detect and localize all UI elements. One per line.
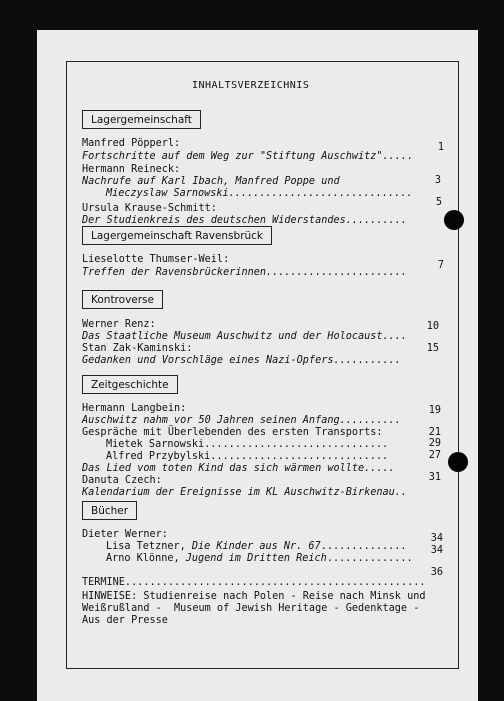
toc-entry xyxy=(106,553,413,565)
toc-entry: Mieczyslaw Sarnowski.............................. xyxy=(106,188,413,199)
toc-entry: Nachrufe auf Karl Ibach, Manfred Poppe und xyxy=(82,176,340,187)
author: Lieselotte Thumser-Weil: xyxy=(82,254,230,265)
toc-entry: Treffen der Ravensbrückerinnen....................... xyxy=(82,267,408,278)
toc-entry: Der Studienkreis des deutschen Widerstandes.......... xyxy=(82,215,408,226)
punch-hole-top xyxy=(444,210,464,230)
section-lagergemeinschaft: Lagergemeinschaft xyxy=(82,110,201,129)
author: Danuta Czech: xyxy=(82,475,162,486)
section-buecher: Bücher xyxy=(82,501,137,520)
toc-entry: Mietek Sarnowski.............................. xyxy=(106,439,389,450)
author: Dieter Werner: xyxy=(82,529,168,540)
section-zeitgeschichte: Zeitgeschichte xyxy=(82,375,178,394)
book-author: Lisa Tetzner, xyxy=(106,541,192,552)
book-title: Jugend im Dritten Reich xyxy=(185,553,327,564)
hinweise-line: Weißrußland - Museum of Jewish Heritage - Gedenktage - xyxy=(82,603,420,614)
page-number: 5 xyxy=(435,197,442,208)
toc-entry xyxy=(106,541,407,553)
toc-entry: Gedanken und Vorschläge eines Nazi-Opfers........... xyxy=(82,355,401,366)
page-number: 29 xyxy=(428,438,441,449)
book-author: Arno Klönne, xyxy=(106,553,186,564)
section-kontroverse: Kontroverse xyxy=(82,290,163,309)
hinweise-line: HINWEISE: Studienreise nach Polen - Reise nach Minsk und xyxy=(82,591,426,602)
page-number: 31 xyxy=(428,472,441,483)
page-number: 15 xyxy=(426,343,439,354)
toc-entry: Fortschritte auf dem Weg zur "Stiftung Auschwitz"..... xyxy=(82,151,414,162)
author: Hermann Reineck: xyxy=(82,164,181,175)
page-number: 3 xyxy=(434,175,441,186)
toc-entry: Das Lied vom toten Kind das sich wärmen wollte..... xyxy=(82,463,395,474)
page-title: INHALTSVERZEICHNIS xyxy=(192,80,310,91)
dot-leader: .............. xyxy=(320,541,407,552)
author: Werner Renz: xyxy=(82,319,156,330)
author: Ursula Krause-Schmitt: xyxy=(82,203,217,214)
hinweise-line: Aus der Presse xyxy=(82,615,168,626)
punch-hole-bottom xyxy=(448,452,468,472)
author: Stan Zak-Kaminski: xyxy=(82,343,193,354)
page-number: 21 xyxy=(428,427,441,438)
page-number: 36 xyxy=(430,567,443,578)
page-number: 34 xyxy=(430,533,443,544)
page-number: 7 xyxy=(437,260,444,271)
dot-leader: .............. xyxy=(326,553,413,564)
termine-entry: TERMINE................................................. xyxy=(82,577,426,588)
page-number: 1 xyxy=(437,142,444,153)
author: Manfred Pöpperl: xyxy=(82,138,181,149)
section-ravensbrueck: Lagergemeinschaft Ravensbrück xyxy=(82,226,272,245)
page-number: 10 xyxy=(426,321,439,332)
toc-entry: Auschwitz nahm vor 50 Jahren seinen Anfang.......... xyxy=(82,415,401,426)
toc-entry: Gespräche mit Überlebenden des ersten Transports: xyxy=(82,427,383,438)
author: Hermann Langbein: xyxy=(82,403,187,414)
toc-entry: Kalendarium der Ereignisse im KL Auschwitz-Birkenau.. xyxy=(82,487,408,498)
page-number: 34 xyxy=(430,545,443,556)
toc-entry: Alfred Przybylski............................. xyxy=(106,451,389,462)
page-number: 27 xyxy=(428,450,441,461)
toc-entry: Das Staatliche Museum Auschwitz und der Holocaust.... xyxy=(82,331,408,342)
page-number: 19 xyxy=(428,405,441,416)
book-title: Die Kinder aus Nr. 67 xyxy=(191,541,321,552)
